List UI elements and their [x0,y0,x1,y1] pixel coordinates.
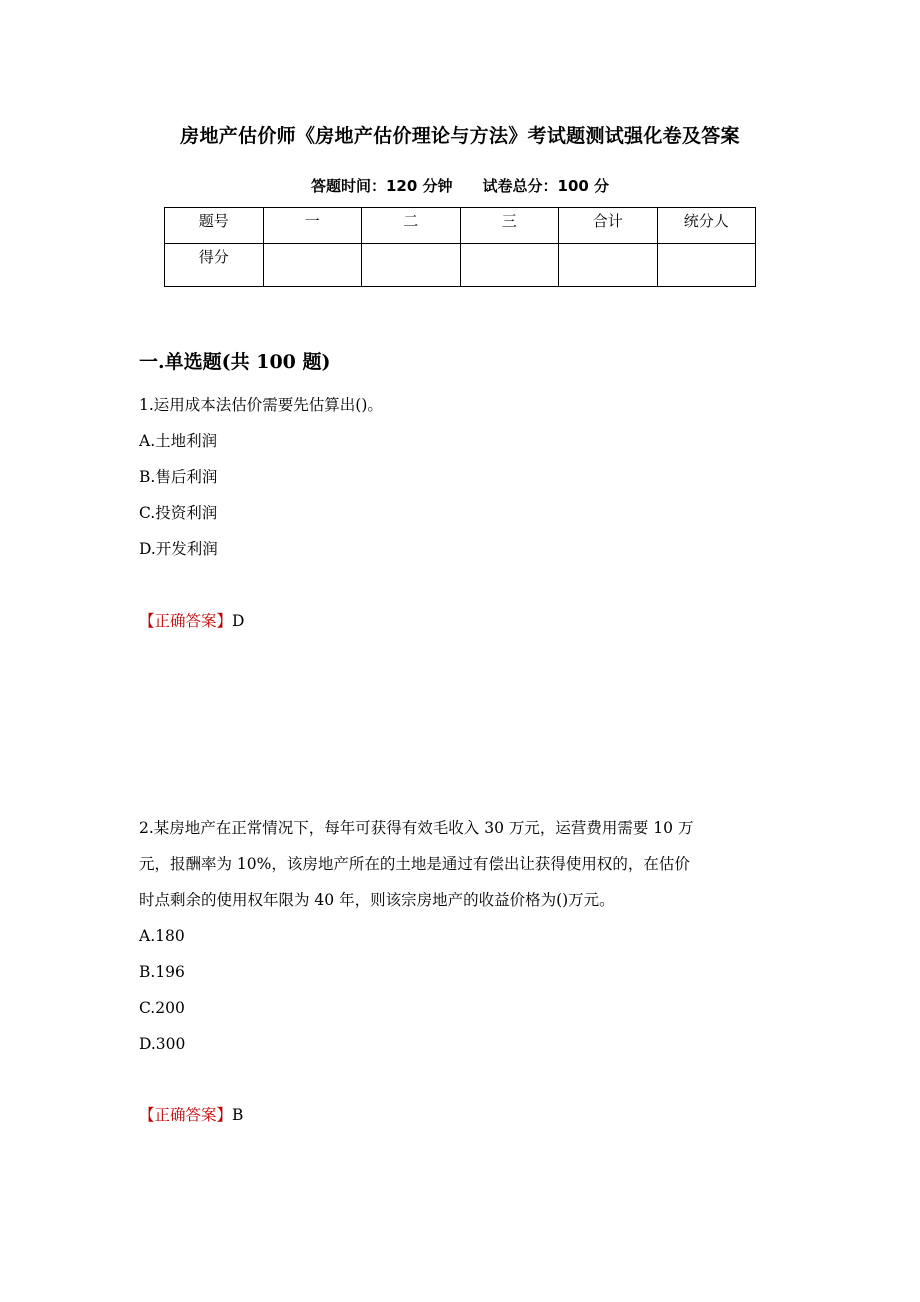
answer-label: 【正确答案】 [139,1106,233,1124]
option-c: C.投资利润 [139,504,218,522]
answer-1 [139,609,244,631]
exam-total-score: 试卷总分：100 分 [482,177,610,195]
score-cell [362,244,461,287]
score-table-score-row [165,244,756,287]
answer-value: D [232,612,245,630]
score-row-label: 得分 [165,244,264,287]
score-header-cell: 二 [362,208,461,244]
question-stem-line: 元，报酬率为 10%，该房地产所在的土地是通过有偿出让获得使用权的，在估价 [139,855,690,873]
option-a: A.土地利润 [139,432,218,450]
question-stem-line: 2.某房地产在正常情况下，每年可获得有效毛收入 30 万元，运营费用需要 10 万 [139,819,694,837]
score-cell [657,244,756,287]
exam-time: 答题时间：120 分钟 [310,177,453,195]
question-stem: 1.运用成本法估价需要先估算出()。 [139,396,383,414]
score-header-cell: 题号 [165,208,264,244]
score-cell [559,244,658,287]
question-1 [139,387,789,567]
section-heading: 一.单选题(共 100 题) [139,351,331,373]
question-2 [139,810,789,1062]
answer-value: B [232,1106,244,1124]
question-stem-line: 时点剩余的使用权年限为 40 年，则该宗房地产的收益价格为()万元。 [139,891,615,909]
score-header-cell: 三 [460,208,559,244]
score-table [164,207,756,287]
document-title: 房地产估价师《房地产估价理论与方法》考试题测试强化卷及答案 [180,125,740,147]
score-header-cell: 一 [263,208,362,244]
score-header-cell: 合计 [559,208,658,244]
option-b: B.售后利润 [139,468,218,486]
option-c: C.200 [139,999,185,1017]
score-table-header-row [165,208,756,244]
score-cell [460,244,559,287]
exam-meta [0,175,920,196]
option-d: D.300 [139,1035,186,1053]
answer-label: 【正确答案】 [139,612,233,630]
answer-2 [139,1103,243,1125]
score-cell [263,244,362,287]
option-a: A.180 [139,927,185,945]
score-header-cell: 统分人 [657,208,756,244]
option-d: D.开发利润 [139,540,218,558]
option-b: B.196 [139,963,185,981]
